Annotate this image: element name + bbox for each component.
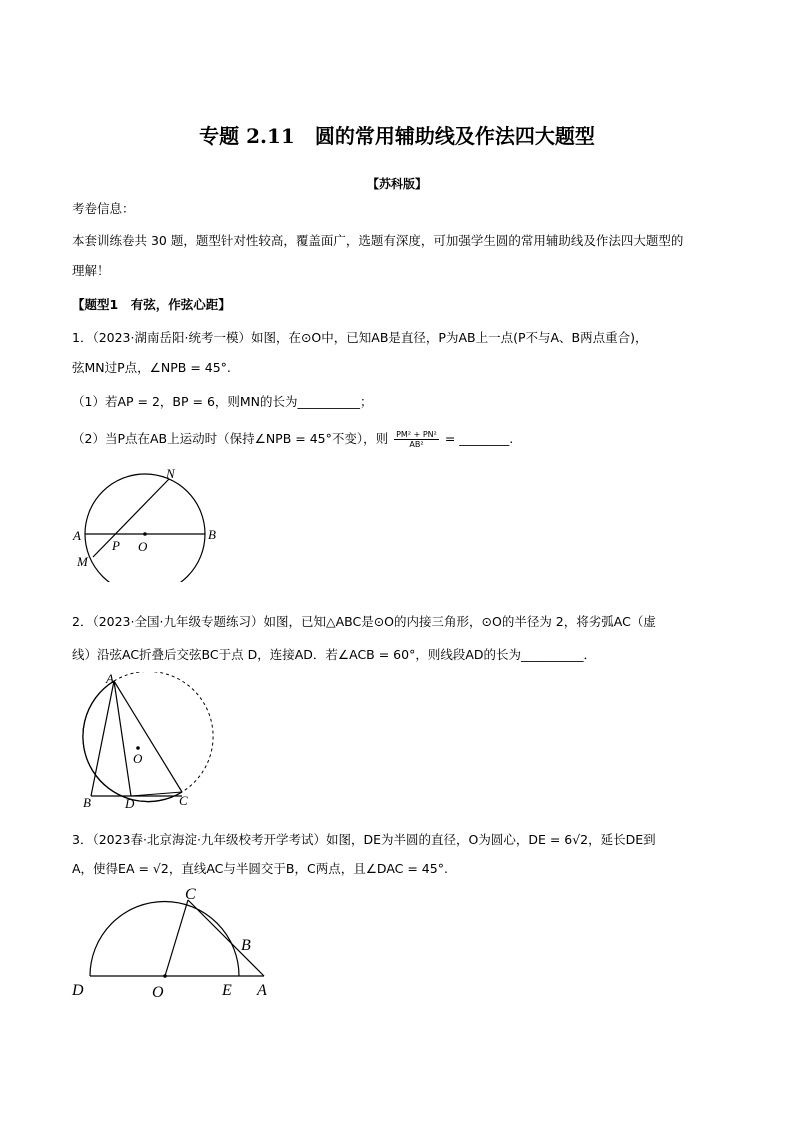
q1-chord-mn bbox=[93, 479, 169, 557]
q3-figure bbox=[70, 880, 280, 1005]
q1-label-o: O bbox=[138, 539, 148, 554]
q3-label-a: A bbox=[257, 982, 267, 999]
q2-circle bbox=[83, 681, 182, 802]
q3-label-c: C bbox=[185, 886, 196, 903]
q2-segment-ad bbox=[114, 681, 131, 796]
q1-part-1: （1）若AP = 2，BP = 6，则MN的长为__________； bbox=[72, 394, 373, 409]
q3-line-2: A，使得EA = √2，直线AC与半圆交于B，C两点，且∠DAC = 45°. bbox=[72, 861, 448, 876]
q2-label-d: D bbox=[125, 796, 135, 811]
q2-center-dot bbox=[136, 746, 140, 750]
q2-label-a: A bbox=[106, 672, 114, 686]
q3-line-ac bbox=[188, 900, 264, 976]
q1-fraction bbox=[394, 430, 439, 449]
q2-label-c: C bbox=[179, 793, 188, 808]
page-title: 专题 2.11 圆的常用辅助线及作法四大题型 bbox=[199, 124, 595, 148]
q2-side-ac bbox=[114, 681, 182, 792]
info-line-2: 理解！ bbox=[72, 263, 110, 278]
q1-label-n: N bbox=[166, 466, 175, 481]
q2-folded-arc bbox=[83, 681, 182, 802]
q3-label-o: O bbox=[152, 984, 164, 1001]
q1-figure bbox=[70, 462, 230, 582]
q3-label-d: D bbox=[72, 982, 84, 999]
q1-fraction-denominator: AB² bbox=[409, 440, 424, 449]
q2-label-o: O bbox=[133, 751, 143, 766]
q1-label-b: B bbox=[208, 527, 216, 542]
q1-line-1: 1．（2023·湖南岳阳·统考一模）如图，在⊙O中，已知AB是直径，P为AB上一点(P不与A、B两点重合)， bbox=[72, 330, 648, 345]
q3-segment-oc bbox=[165, 900, 188, 976]
edition-label: 【苏科版】 bbox=[366, 177, 427, 191]
q3-semicircle bbox=[90, 902, 239, 977]
q3-line-1: 3．（2023春·北京海淀·九年级校考开学考试）如图，DE为半圆的直径，O为圆心，DE = 6√2，延长DE到 bbox=[72, 832, 656, 847]
q1-circle bbox=[85, 474, 205, 582]
q2-label-b: B bbox=[83, 795, 91, 810]
q1-label-a: A bbox=[73, 528, 81, 543]
info-line-1: 本套训练卷共 30 题，题型针对性较高，覆盖面广，选题有深度，可加强学生圆的常用辅助线及作法四大题型的 bbox=[72, 233, 684, 248]
q3-label-b: B bbox=[241, 937, 251, 954]
q1-fraction-numerator: PM² + PN² bbox=[396, 430, 437, 439]
q1-part-2-answer: = ________. bbox=[444, 431, 514, 446]
q1-part-2-text: （2）当P点在AB上运动时（保持∠NPB = 45°不变），则 bbox=[72, 431, 389, 446]
q3-label-e: E bbox=[222, 982, 232, 999]
q1-line-2: 弦MN过P点，∠NPB = 45°. bbox=[72, 360, 231, 375]
info-label: 考卷信息： bbox=[72, 201, 135, 216]
q1-center-dot bbox=[143, 532, 147, 536]
q2-line-2: 线）沿弦AC折叠后交弦BC于点 D，连接AD．若∠ACB = 60°，则线段AD的长为__________． bbox=[72, 647, 597, 662]
q1-part-2 bbox=[72, 430, 513, 449]
q1-label-m: M bbox=[77, 554, 88, 569]
q1-label-p: P bbox=[112, 538, 120, 553]
q2-line-1: 2．（2023·全国·九年级专题练习）如图，已知△ABC是⊙O的内接三角形，⊙O的半径为 2，将劣弧AC（虚 bbox=[72, 614, 656, 629]
section-heading: 【题型1 有弦，作弦心距】 bbox=[72, 297, 231, 312]
q3-center-dot bbox=[163, 974, 167, 978]
q2-dashed-arc bbox=[114, 672, 213, 792]
q2-figure bbox=[70, 672, 220, 814]
